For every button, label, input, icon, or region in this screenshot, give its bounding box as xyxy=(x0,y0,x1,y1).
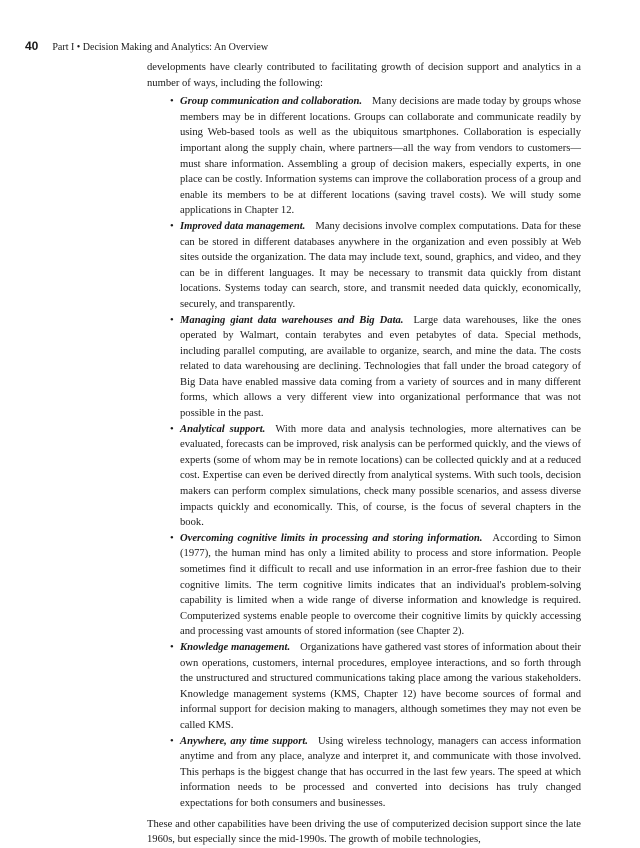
list-item xyxy=(147,640,581,734)
bullet-text: With more data and analysis technologies, more alternatives can be evaluated, forecasts can be improved, risk analysis can be performed quickly, and the views of experts (some of whom may be in remote locations) can be collected quickly and at a reduced cost. Expertise can even be derived directly from analytical systems. With such tools, decision makers can perform complex simulations, check many possible scenarios, and assess diverse impacts quickly and economically. This, of course, is the focus of several chapters in the book. xyxy=(180,423,581,529)
bullet-title: Managing giant data warehouses and Big Data. xyxy=(180,314,404,326)
bullet-icon: • xyxy=(170,641,174,653)
bullet-text: Many decisions are made today by groups whose members may be in different locations. Groups can collaborate and communicate readily by using Web-based tools as well as the ubiquitous smartphones. Collaboration is especially important along the supply chain, where partners—all the way from vendors to customers—must share information. Assembling a group of decision makers, especially experts, in one place can be costly. Information systems can improve the collaboration process of a group and enable its members to be at different locations (saving travel costs). We will study some applications in Chapter 12. xyxy=(180,96,581,217)
running-header xyxy=(25,40,268,54)
bullet-title: Knowledge management. xyxy=(180,641,291,653)
page-body xyxy=(147,60,581,848)
capabilities-list xyxy=(147,94,581,811)
bullet-icon: • xyxy=(170,532,174,544)
bullet-title: Analytical support. xyxy=(180,423,266,435)
bullet-icon: • xyxy=(170,735,174,747)
bullet-text: Organizations have gathered vast stores of information about their own operations, customers, internal procedures, employee interactions, and so forth through the unstructured and structured communications taking place among the various stakeholders. Knowledge management systems (KMS, Chapter 12) have become sources of formal and informal support for decision making to managers, although sometimes they may not even be called KMS. xyxy=(180,641,581,731)
bullet-icon: • xyxy=(170,314,174,326)
running-title: Part I • Decision Making and Analytics: An Overview xyxy=(52,42,269,53)
list-item xyxy=(147,531,581,640)
bullet-icon: • xyxy=(170,220,174,232)
bullet-text: Using wireless technology, managers can access information anytime and from any place, analyze and interpret it, and communicate with those involved. This perhaps is the biggest change that has occurred in the last few years. The speed at which information needs to be processed and converted into decisions has truly changed expectations for both consumers and businesses. xyxy=(180,735,581,809)
page-number: 40 xyxy=(25,39,39,53)
bullet-icon: • xyxy=(170,96,174,108)
bullet-icon: • xyxy=(170,423,174,435)
bullet-title: Group communication and collaboration. xyxy=(180,96,363,108)
bullet-title: Anywhere, any time support. xyxy=(180,735,308,747)
list-item xyxy=(147,219,581,313)
bullet-title: Overcoming cognitive limits in processing and storing information. xyxy=(180,532,483,544)
bullet-title: Improved data management. xyxy=(180,220,306,232)
bullet-text: According to Simon (1977), the human mind has only a limited ability to process and store information. People sometimes find it difficult to recall and use information in an error-free fashion due to their cognitive limits. The term cognitive limits indicates that an individual's problem-solving capability is limited when a wide range of diverse information and knowledge is required. Computerized systems enable people to overcome their cognitive limits by quickly accessing and processing vast amounts of stored information (see Chapter 2). xyxy=(180,532,581,638)
list-item xyxy=(147,422,581,531)
intro-paragraph: developments have clearly contributed to facilitating growth of decision support and analytics in a number of ways, including the following: xyxy=(147,62,581,89)
list-item xyxy=(147,94,581,219)
bullet-text: Large data warehouses, like the ones operated by Walmart, contain terabytes and even petabytes of data. Special methods, including parallel computing, are available to organize, search, and mine the data. The costs related to data warehousing are declining. Technologies that fall under the broad category of Big Data have enabled massive data coming from a variety of sources and in many different forms, which allows a very different view into organizational performance that was not possible in the past. xyxy=(180,314,581,420)
list-item xyxy=(147,313,581,422)
bullet-text: Many decisions involve complex computations. Data for these can be stored in different databases anywhere in the organization and even possibly at Web sites outside the organization. The data may include text, sound, graphics, and video, and they can be in different languages. It may be necessary to transmit data quickly from distant locations. Systems today can search, store, and transmit needed data quickly, economically, securely, and transparently. xyxy=(180,220,581,310)
closing-paragraph: These and other capabilities have been driving the use of computerized decision support since the late 1960s, but especially since the mid-1990s. The growth of mobile technologies, xyxy=(147,818,581,846)
